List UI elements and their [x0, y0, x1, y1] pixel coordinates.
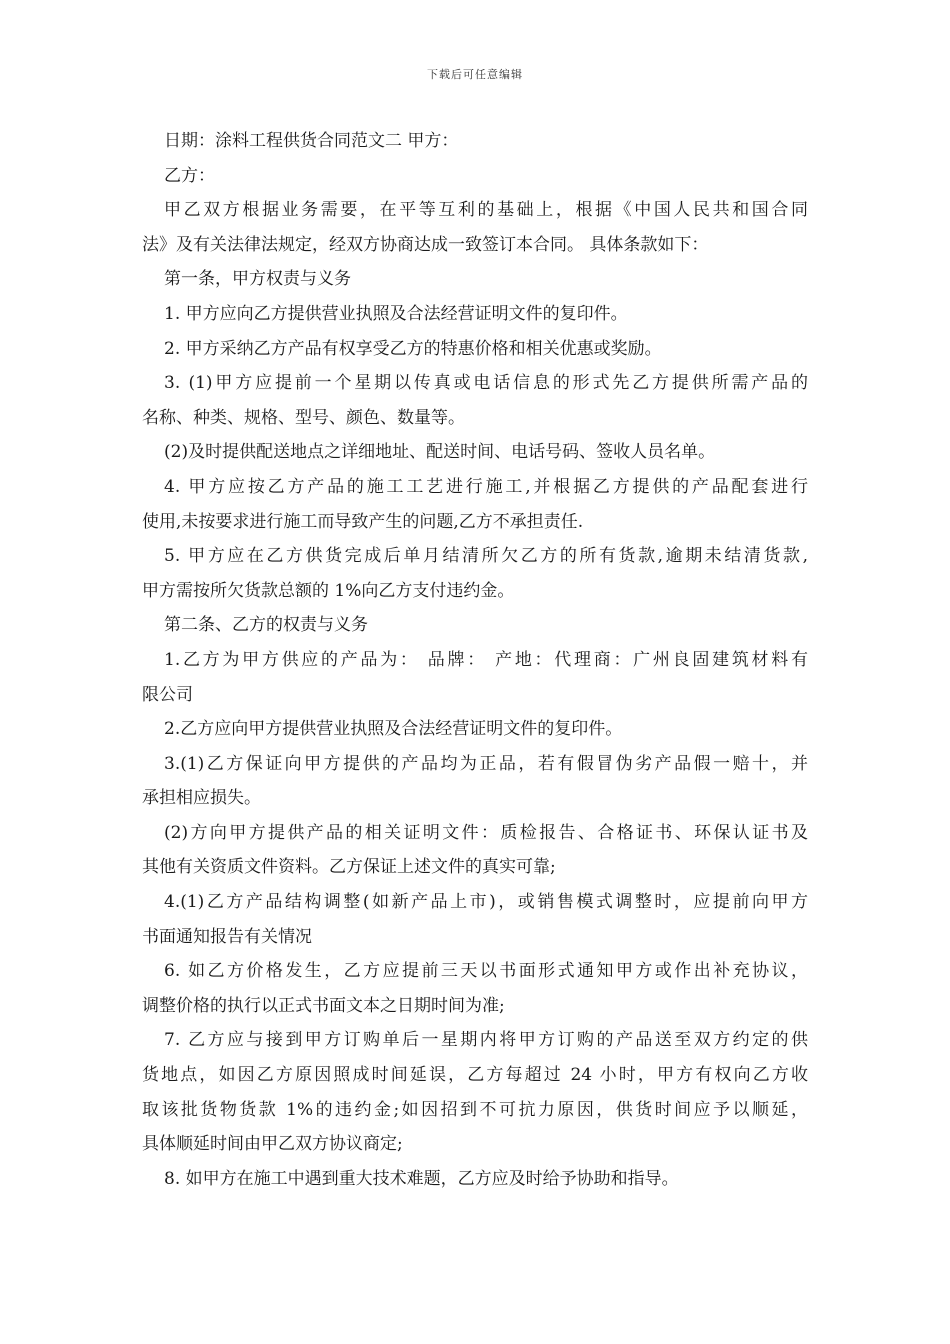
clause-line: 使用,未按要求进行施工而导致产生的问题,乙方不承担责任. [142, 511, 584, 532]
clause-line: (2)方向甲方提供产品的相关证明文件：质检报告、合格证书、环保认证书及 [164, 822, 808, 843]
date-party-a-line: 日期：涂料工程供货合同范文二 甲方： [164, 131, 459, 151]
clause-line: 6. 如乙方价格发生，乙方应提前三天以书面形式通知甲方或作出补充协议， [164, 961, 808, 982]
clause-line: 限公司 [142, 684, 193, 705]
preamble-line: 法》及有关法律法规定，经双方协商达成一致签订本合同。 具体条款如下： [142, 234, 709, 255]
clause-line: 其他有关资质文件资料。乙方保证上述文件的真实可靠; [142, 857, 556, 878]
party-b-line: 乙方： [164, 165, 215, 186]
section-heading: 第二条、乙方的权责与义务 [164, 615, 368, 636]
clause-line: 甲方需按所欠货款总额的 1%向乙方支付违约金。 [142, 580, 515, 601]
clause-line: 8. 如甲方在施工中遇到重大技术难题，乙方应及时给予协助和指导。 [164, 1168, 679, 1189]
clause-line: 1. 甲方应向乙方提供营业执照及合法经营证明文件的复印件。 [164, 303, 628, 324]
clause-line: 3.(1)乙方保证向甲方提供的产品均为正品，若有假冒伪劣产品假一赔十，并 [164, 753, 808, 774]
clause-line: 书面通知报告有关情况 [142, 926, 312, 947]
clause-line: 承担相应损失。 [142, 788, 261, 809]
clause-line: 具体顺延时间由甲乙双方协议商定; [142, 1134, 403, 1155]
clause-line: 4.(1)乙方产品结构调整(如新产品上市)，或销售模式调整时，应提前向甲方 [164, 892, 808, 913]
clause-line: 货地点，如因乙方原因照成时间延误，乙方每超过 24 小时，甲方有权向乙方收 [142, 1065, 808, 1086]
clause-line: 7. 乙方应与接到甲方订购单后一星期内将甲方订购的产品送至双方约定的供 [164, 1030, 808, 1051]
clause-line: 1.乙方为甲方供应的产品为： 品牌： 产地：代理商：广州良固建筑材料有 [164, 649, 808, 670]
clause-line: 2. 甲方采纳乙方产品有权享受乙方的特惠价格和相关优惠或奖励。 [164, 338, 662, 359]
preamble-line: 甲乙双方根据业务需要，在平等互利的基础上，根据《中国人民共和国合同 [164, 200, 808, 221]
contract-body [142, 124, 808, 1196]
clause-line: 4. 甲方应按乙方产品的施工工艺进行施工,并根据乙方提供的产品配套进行 [164, 476, 808, 497]
section-heading: 第一条，甲方权责与义务 [164, 269, 351, 290]
clause-line: 3. (1)甲方应提前一个星期以传真或电话信息的形式先乙方提供所需产品的 [164, 373, 808, 394]
page-header-note: 下载后可任意编辑 [427, 68, 523, 81]
clause-line: (2)及时提供配送地点之详细地址、配送时间、电话号码、签收人员名单。 [164, 442, 716, 463]
clause-line: 2.乙方应向甲方提供营业执照及合法经营证明文件的复印件。 [164, 719, 623, 740]
clause-line: 5. 甲方应在乙方供货完成后单月结清所欠乙方的所有货款,逾期未结清货款, [164, 546, 808, 567]
clause-line: 名称、种类、规格、型号、颜色、数量等。 [142, 407, 465, 428]
clause-line: 调整价格的执行以正式书面文本之日期时间为准; [142, 995, 505, 1016]
clause-line: 取该批货物货款 1%的违约金;如因招到不可抗力原因，供货时间应予以顺延， [142, 1099, 808, 1120]
